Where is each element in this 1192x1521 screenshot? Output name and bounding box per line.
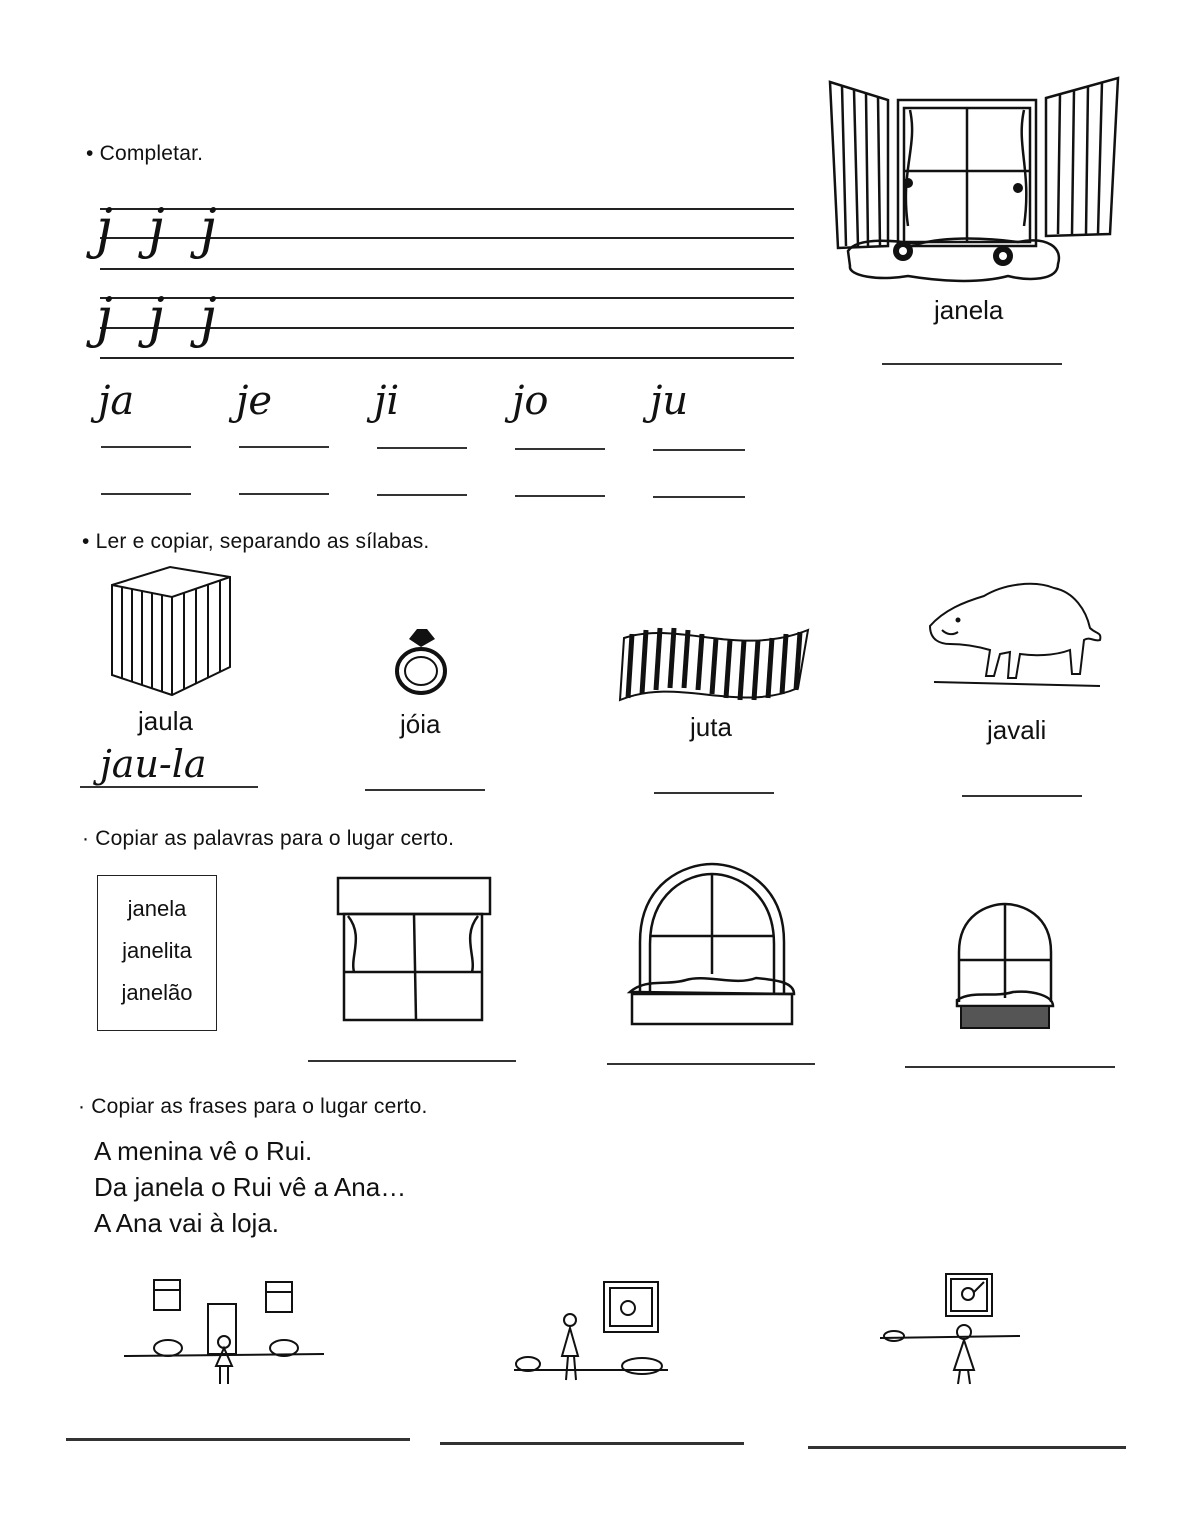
cursive-j: j [96, 286, 113, 349]
bullet: · [82, 827, 96, 850]
jute-cloth-icon [618, 618, 812, 706]
cursive-j: j [148, 286, 165, 349]
syllable-je: je [236, 378, 273, 424]
sentence: A Ana vai à loja. [94, 1208, 280, 1238]
syllable-ji: ji [374, 378, 400, 424]
box-word: janela [127, 896, 187, 921]
syllable-jo: jo [512, 378, 549, 424]
word-juta: juta [690, 712, 732, 742]
window-large-icon [626, 862, 798, 1028]
instruction-copiar-frases: · Copiar as frases para o lugar certo. [78, 1095, 428, 1118]
bullet: • [82, 530, 96, 553]
answer-line[interactable] [653, 449, 745, 451]
wild-boar-icon [924, 570, 1106, 692]
answer-line[interactable] [607, 1063, 815, 1065]
example-answer-cursive: jau-la [100, 742, 207, 786]
window-medium-icon [336, 876, 492, 1024]
answer-line[interactable] [515, 495, 605, 497]
answer-line[interactable] [654, 792, 774, 794]
window-small-icon [953, 902, 1057, 1032]
word-javali: javali [987, 715, 1047, 745]
answer-line[interactable] [66, 1438, 410, 1441]
cursive-j: j [200, 286, 217, 349]
scene-girl-at-door [124, 1276, 326, 1392]
syllable-ju: ju [650, 378, 689, 424]
word-box [97, 875, 217, 1031]
answer-line[interactable] [440, 1442, 744, 1445]
answer-line[interactable] [80, 786, 258, 788]
answer-line[interactable] [377, 494, 467, 496]
cursive-j: j [96, 197, 113, 260]
sentence: A menina vê o Rui. [94, 1136, 313, 1166]
answer-line[interactable] [365, 789, 485, 791]
answer-line[interactable] [808, 1446, 1126, 1449]
syllable-ja: ja [98, 378, 135, 424]
writing-line [100, 268, 794, 270]
bullet: • [86, 142, 100, 165]
sentence-list [94, 1133, 406, 1241]
answer-line[interactable] [239, 446, 329, 448]
answer-line[interactable] [962, 795, 1082, 797]
answer-line[interactable] [239, 493, 329, 495]
word-jaula: jaula [138, 706, 193, 736]
answer-line[interactable] [515, 448, 605, 450]
cursive-j: j [200, 197, 217, 260]
instruction-completar: • Completar. [86, 142, 204, 165]
answer-line[interactable] [377, 447, 467, 449]
instruction-ler-copiar: • Ler e copiar, separando as sílabas. [82, 530, 430, 553]
box-word: janelão [121, 980, 193, 1005]
cursive-j: j [148, 197, 165, 260]
instruction-copiar-palavras: · Copiar as palavras para o lugar certo. [82, 827, 455, 850]
answer-line[interactable] [101, 446, 191, 448]
cage-icon [108, 563, 232, 697]
answer-line[interactable] [905, 1066, 1115, 1068]
writing-line [100, 357, 794, 359]
box-word: janelita [122, 938, 192, 963]
window-illustration [828, 76, 1120, 286]
answer-line[interactable] [653, 496, 745, 498]
bullet: · [78, 1095, 92, 1118]
scene-boy-waving [880, 1272, 1020, 1388]
answer-line[interactable] [101, 493, 191, 495]
window-label: janela [934, 295, 1004, 325]
answer-line[interactable] [308, 1060, 516, 1062]
ring-icon [393, 625, 449, 697]
scene-girl-walking [514, 1280, 668, 1384]
answer-line[interactable] [882, 363, 1062, 365]
word-joia: jóia [400, 709, 441, 739]
sentence: Da janela o Rui vê a Ana… [94, 1172, 407, 1202]
